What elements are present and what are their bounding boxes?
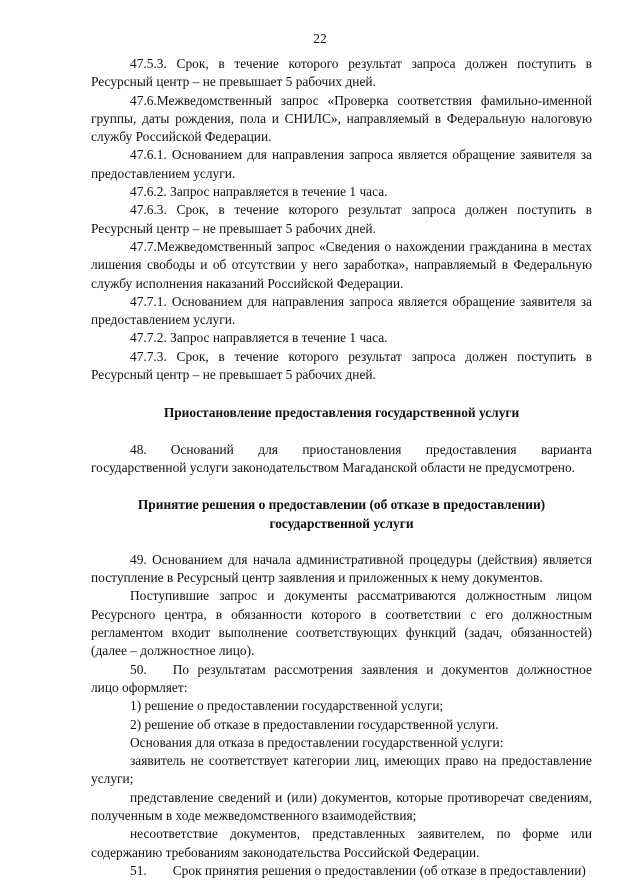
section-heading-suspension: Приостановление предоставления государственной услуги — [163, 405, 520, 421]
paragraph-51-number: 51. — [130, 862, 147, 878]
paragraph-50 — [91, 661, 592, 698]
paragraph-50-text: По результатам рассмотрения заявления и документов должностное лицо оформляет: — [91, 661, 592, 695]
paragraph-48-text: Оснований для приостановления предоставления варианта государственной услуги законодательством Магаданской области не предусмотрено. — [91, 441, 592, 475]
section-heading-decision-line1: Принятие решения о предоставлении (об отказе в предоставлении) — [137, 497, 546, 513]
refusal-ground-1: заявитель не соответствует категории лиц, имеющих право на предоставление услуги; — [91, 753, 592, 787]
paragraph-47-6: 47.6.Межведомственный запрос «Проверка соответствия фамильно-именной группы, даты рождения, пола и СНИЛС», направляемый в Федеральную налоговую службу Российской Федерации. — [91, 92, 592, 145]
decision-item-2: 2) решение об отказе в предоставлении государственной услуги. — [130, 716, 499, 732]
paragraph-48-number: 48. — [130, 441, 147, 457]
decision-item-1: 1) решение о предоставлении государственной услуги; — [130, 698, 444, 714]
paragraph-47-7-1: 47.7.1. Основанием для направления запроса является обращение заявителя за предоставлением услуги. — [91, 293, 592, 328]
paragraph-50-number: 50. — [130, 661, 147, 677]
document-body — [91, 55, 592, 880]
refusal-ground-2: представление сведений и (или) документов, которые противоречат сведениям, полученным в ходе межведомственного взаимодействия; — [91, 789, 592, 823]
section-heading-decision-line2: государственной услуги — [269, 515, 414, 531]
paragraph-47-7-2: 47.7.2. Запрос направляется в течение 1 часа. — [130, 330, 388, 346]
paragraph-47-7-3: 47.7.3. Срок, в течение которого результат запроса должен поступить в Ресурсный центр – не превышает 5 рабочих дней. — [91, 348, 592, 383]
paragraph-48 — [91, 441, 592, 478]
paragraph-49: 49. Основанием для начала административной процедуры (действия) является поступление в Ресурсный центр заявления и приложенных к нему документов. — [91, 551, 592, 586]
paragraph-47-7: 47.7.Межведомственный запрос «Сведения о нахождении гражданина в местах лишения свободы и об отсутствии у него заработка», направляемый в Федеральную службу исполнения наказаний Российской Федерации. — [91, 238, 592, 291]
paragraph-47-6-3: 47.6.3. Срок, в течение которого результат запроса должен поступить в Ресурсный центр – не превышает 5 рабочих дней. — [91, 202, 592, 236]
paragraph-47-5-3: 47.5.3. Срок, в течение которого результат запроса должен поступить в Ресурсный центр – не превышает 5 рабочих дней. — [91, 56, 592, 90]
paragraph-51-text: Срок принятия решения о предоставлении (об отказе в предоставлении) — [172, 862, 586, 878]
refusal-ground-3: несоответствие документов, представленных заявителем, по форме или содержанию требованиям законодательства Российской Федерации. — [91, 826, 592, 860]
paragraph-47-6-1: 47.6.1. Основанием для направления запроса является обращение заявителя за предоставлением услуги. — [91, 147, 592, 181]
paragraph-47-6-2: 47.6.2. Запрос направляется в течение 1 часа. — [130, 184, 388, 200]
refusal-grounds-intro: Основания для отказа в предоставлении государственной услуги: — [130, 734, 504, 750]
paragraph-49-reviewers: Поступившие запрос и документы рассматриваются должностным лицом Ресурсного центра, в обязанности которого в соответствии с его должностным регламентом входит выполнение соответствующих функций (задач, обязанностей) (далее – должностное лицо). — [91, 588, 592, 659]
paragraph-51 — [91, 862, 592, 880]
page-number: 22 — [313, 31, 327, 46]
